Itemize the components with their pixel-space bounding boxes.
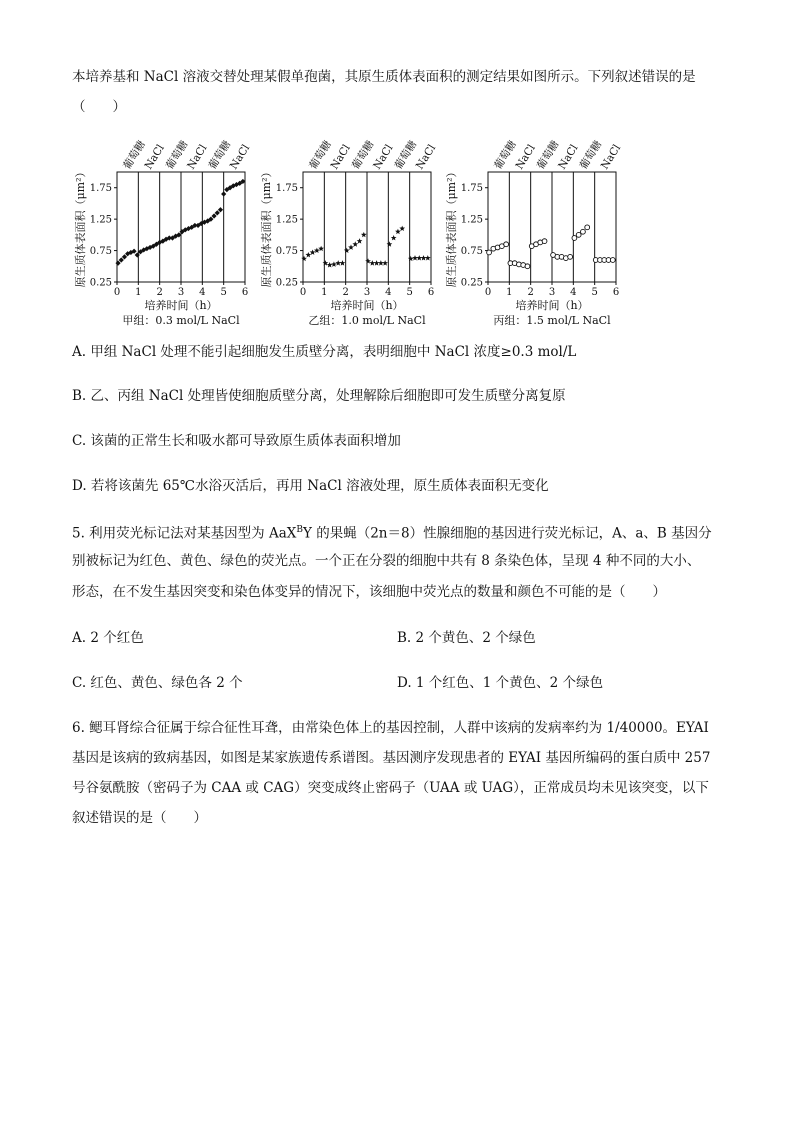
q4-stem-line2: （ ） xyxy=(72,99,126,115)
q6-stem-line2: 基因是该病的致病基因，如图是某家族遗传系谱图。基因测序发现患者的 EYAI 基因所编码的蛋白质中 257 xyxy=(72,750,711,766)
y-tick-label: 1.25 xyxy=(275,214,298,226)
data-point xyxy=(581,229,586,234)
data-point xyxy=(487,250,492,255)
q6-stem-line4: 叙述错误的是（ ） xyxy=(72,810,207,826)
data-point xyxy=(119,257,124,262)
y-tick-label: 0.25 xyxy=(460,277,483,289)
y-tick-label: 0.75 xyxy=(89,246,112,258)
y-tick-label: 1.75 xyxy=(89,183,112,195)
data-point xyxy=(211,213,216,218)
y-axis-label: 原生质体表面积（μm²） xyxy=(260,166,273,288)
chart-group-bing xyxy=(433,134,633,326)
x-tick-label: 2 xyxy=(527,287,534,298)
data-point xyxy=(525,264,530,269)
x-tick-label: 5 xyxy=(406,287,413,298)
q5-option-c: C. 红色、黄色、绿色各 2 个 xyxy=(72,675,243,691)
x-tick-label: 3 xyxy=(548,287,556,298)
x-tick-label: 4 xyxy=(570,287,577,298)
data-point xyxy=(327,262,333,267)
chart-caption: 乙组：1.0 mol/L NaCl xyxy=(308,314,426,327)
data-point xyxy=(395,229,401,234)
data-point xyxy=(610,258,615,263)
phase-label: NaCl xyxy=(413,142,439,172)
chart-bing-svg xyxy=(433,134,633,326)
data-point xyxy=(115,261,120,266)
chart-yi-svg xyxy=(248,134,448,326)
phase-label: NaCl xyxy=(371,142,396,172)
phase-label: 葡萄糖 xyxy=(307,138,334,172)
data-point xyxy=(340,260,346,265)
data-point xyxy=(352,241,358,246)
data-point xyxy=(344,248,350,253)
data-point xyxy=(301,256,307,261)
y-tick-label: 1.25 xyxy=(460,214,483,226)
data-point xyxy=(365,258,371,263)
phase-label: 葡萄糖 xyxy=(206,138,234,172)
x-tick-label: 0 xyxy=(113,287,121,298)
x-tick-label: 2 xyxy=(342,287,349,298)
q5-stem-line1 xyxy=(72,521,712,543)
q4-option-d: D. 若将该菌先 65℃水浴灭活后，再用 NaCl 溶液处理，原生质体表面积无变化 xyxy=(72,478,549,494)
data-point xyxy=(391,235,397,240)
phase-label: NaCl xyxy=(227,142,253,172)
data-point xyxy=(568,254,573,259)
phase-label: NaCl xyxy=(556,142,581,172)
data-point xyxy=(122,254,127,259)
data-point xyxy=(399,226,405,231)
q4-option-b: B. 乙、丙组 NaCl 处理皆使细胞质壁分离，处理解除后细胞即可发生质壁分离复原 xyxy=(72,388,566,404)
data-point xyxy=(504,242,509,247)
q5-option-a: A. 2 个红色 xyxy=(72,630,144,646)
data-point xyxy=(576,232,581,237)
y-tick-label: 0.25 xyxy=(275,277,298,289)
data-point xyxy=(135,252,140,257)
data-point xyxy=(572,236,577,241)
x-axis-label: 培养时间（h） xyxy=(330,299,404,312)
y-tick-label: 1.25 xyxy=(89,214,112,226)
phase-label: 葡萄糖 xyxy=(163,138,191,172)
data-point xyxy=(374,260,380,265)
q5-line1-pre: 5. 利用荧光标记法对某基因型为 AaX xyxy=(72,525,297,542)
x-tick-label: 0 xyxy=(299,287,307,298)
x-axis-label: 培养时间（h） xyxy=(144,299,218,312)
q5-line1-sup: B xyxy=(296,525,303,535)
y-tick-label: 0.25 xyxy=(89,277,112,289)
x-tick-label: 1 xyxy=(506,287,513,298)
x-tick-label: 3 xyxy=(177,287,185,298)
x-tick-label: 6 xyxy=(241,287,249,298)
x-tick-label: 6 xyxy=(427,287,435,298)
chart-group-yi xyxy=(248,134,448,326)
phase-label: NaCl xyxy=(328,142,353,172)
q5-option-b: B. 2 个黄色、2 个绿色 xyxy=(397,630,536,646)
x-tick-label: 4 xyxy=(199,287,206,298)
q5-line1-post: Y 的果蝇（2n＝8）性腺细胞的基因进行荧光标记，A、a、B 基因分 xyxy=(303,525,712,542)
data-point xyxy=(412,255,418,260)
q4-option-a: A. 甲组 NaCl 处理不能引起细胞发生质壁分离，表明细胞中 NaCl 浓度≥0.3 mol/L xyxy=(72,344,577,360)
data-point xyxy=(585,225,590,230)
y-axis-label: 原生质体表面积（μm²） xyxy=(74,166,87,288)
x-tick-label: 5 xyxy=(220,287,227,298)
data-point xyxy=(408,256,414,261)
data-point xyxy=(421,255,427,260)
phase-label: 葡萄糖 xyxy=(577,138,605,172)
data-point xyxy=(357,238,363,243)
q4-stem-line1: 本培养基和 NaCl 溶液交替处理某假单孢菌，其原生质体表面积的测定结果如图所示。下列叙述错误的是 xyxy=(72,69,696,85)
phase-label: NaCl xyxy=(142,142,167,172)
data-point xyxy=(416,255,422,260)
data-point xyxy=(318,246,324,251)
y-axis-label: 原生质体表面积（μm²） xyxy=(445,166,458,288)
data-point xyxy=(221,191,226,196)
x-tick-label: 1 xyxy=(135,287,142,298)
y-tick-label: 1.75 xyxy=(275,183,298,195)
phase-label: NaCl xyxy=(513,142,538,172)
x-tick-label: 5 xyxy=(591,287,598,298)
y-tick-label: 1.75 xyxy=(460,183,483,195)
q5-option-d: D. 1 个红色、1 个黄色、2 个绿色 xyxy=(397,675,604,691)
data-point xyxy=(378,260,384,265)
phase-label: NaCl xyxy=(185,142,210,172)
x-tick-label: 1 xyxy=(321,287,328,298)
phase-label: 葡萄糖 xyxy=(349,138,377,172)
q6-stem-line3: 号谷氨酰胺（密码子为 CAA 或 CAG）突变成终止密码子（UAA 或 UAG），正常成员均未见该突变，以下 xyxy=(72,780,709,796)
data-point xyxy=(218,207,223,212)
phase-label: 葡萄糖 xyxy=(534,138,562,172)
phase-label: 葡萄糖 xyxy=(121,138,148,172)
x-tick-label: 2 xyxy=(156,287,163,298)
phase-label: NaCl xyxy=(598,142,624,172)
data-point xyxy=(314,248,320,253)
data-point xyxy=(387,241,393,246)
y-tick-label: 0.75 xyxy=(460,246,483,258)
data-point xyxy=(348,244,354,249)
data-point xyxy=(361,232,367,237)
x-axis-label: 培养时间（h） xyxy=(515,299,589,312)
q5-stem-line2: 别被标记为红色、黄色、绿色的荧光点。一个正在分裂的细胞中共有 8 条染色体，呈现 4 种不同的大小、 xyxy=(72,553,701,569)
data-point xyxy=(425,255,431,260)
q6-stem-line1: 6. 鳃耳肾综合征属于综合征性耳聋，由常染色体上的基因控制，人群中该病的发病率约为 1/40000。EYAI xyxy=(72,720,709,736)
data-point xyxy=(542,239,547,244)
x-tick-label: 6 xyxy=(612,287,620,298)
phase-label: 葡萄糖 xyxy=(492,138,519,172)
q5-stem-line3: 形态，在不发生基因突变和染色体变异的情况下，该细胞中荧光点的数量和颜色不可能的是（ ） xyxy=(72,584,666,600)
chart-caption: 丙组：1.5 mol/L NaCl xyxy=(493,314,611,327)
data-point xyxy=(215,210,220,215)
phase-label: 葡萄糖 xyxy=(392,138,420,172)
x-tick-label: 0 xyxy=(484,287,492,298)
y-tick-label: 0.75 xyxy=(275,246,298,258)
x-tick-label: 3 xyxy=(363,287,371,298)
chart-caption: 甲组：0.3 mol/L NaCl xyxy=(122,314,240,327)
data-point xyxy=(335,260,341,265)
chart-group-jia xyxy=(62,134,262,326)
q4-option-c: C. 该菌的正常生长和吸水都可导致原生质体表面积增加 xyxy=(72,433,401,449)
chart-jia-svg xyxy=(62,134,262,326)
data-point xyxy=(369,260,375,265)
x-tick-label: 4 xyxy=(385,287,392,298)
data-point xyxy=(305,252,311,257)
data-point xyxy=(323,260,329,265)
data-point xyxy=(382,260,388,265)
